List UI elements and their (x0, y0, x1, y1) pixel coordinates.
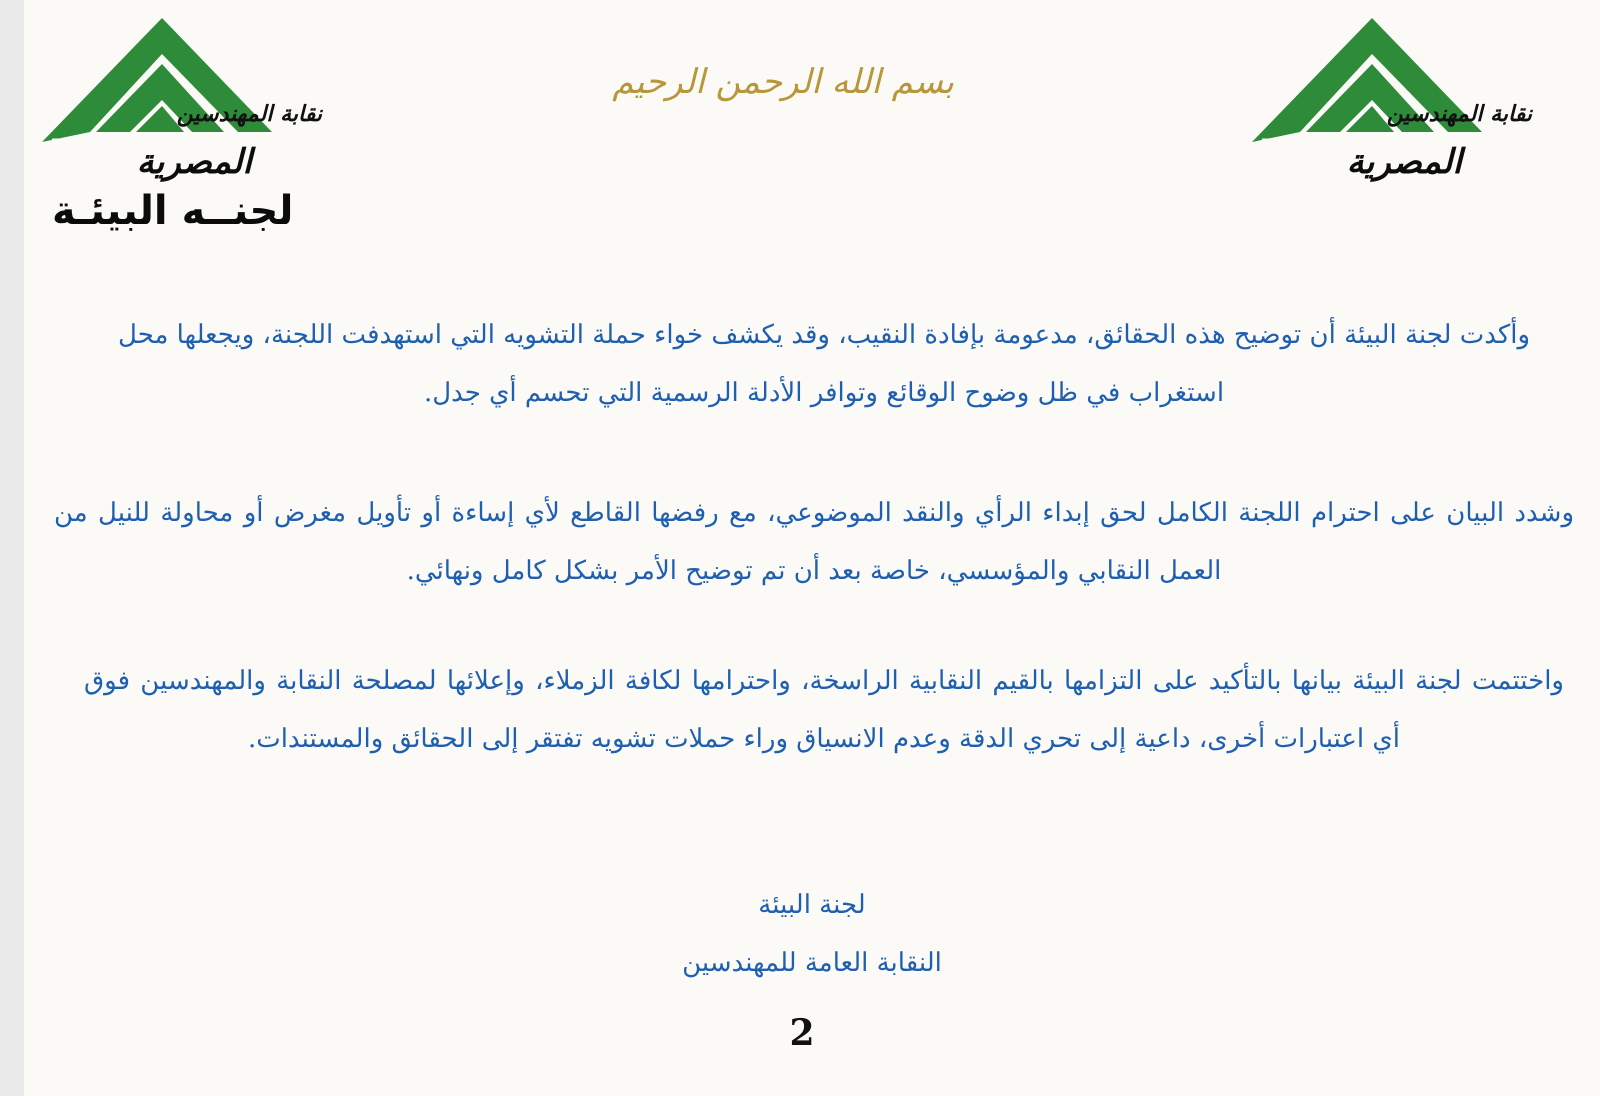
document-page (24, 0, 1600, 1096)
logo-text-line2: المصرية (136, 142, 252, 182)
paragraph-2: وشدد البيان على احترام اللجنة الكامل لحق إبداء الرأي والنقد الموضوعي، مع رفضها القاطع لأي إساءة أو تأويل مغرض أو محاولة للنيل من العمل النقابي والمؤسسي، خاصة بعد أن تم توضيح الأمر بشكل كامل ونهائي. (54, 498, 1574, 586)
committee-heading: لجنــه البيئـة (52, 188, 294, 234)
basmala-calligraphy: بسم الله الرحمن الرحيم (612, 62, 954, 102)
syndicate-logo-right (1252, 14, 1532, 184)
signature-committee: لجنة البيئة (758, 890, 866, 920)
logo-text-line1: نقابة المهندسين (176, 102, 322, 127)
signature-syndicate: النقابة العامة للمهندسين (682, 948, 942, 978)
paragraph-3: واختتمت لجنة البيئة بيانها بالتأكيد على التزامها بالقيم النقابية الراسخة، واحترامها لكافة الزملاء، وإعلائها لمصلحة النقابة والمهندسين فوق أي اعتبارات أخرى، داعية إلى تحري الدقة وعدم الانسياق وراء حملات تشويه تفتقر إلى الحقائق والمستندات. (84, 666, 1564, 754)
syndicate-logo-left (42, 14, 322, 184)
logo-text-line1: نقابة المهندسين (1386, 102, 1532, 127)
logo-text-line2: المصرية (1346, 142, 1462, 182)
paragraph-1: وأكدت لجنة البيئة أن توضيح هذه الحقائق، مدعومة بإفادة النقيب، وقد يكشف خواء حملة التشويه التي استهدفت اللجنة، ويجعلها محل استغراب في ظل وضوح الوقائع وتوافر الأدلة الرسمية التي تحسم أي جدل. (118, 320, 1530, 408)
page-number: 2 (789, 1012, 815, 1054)
